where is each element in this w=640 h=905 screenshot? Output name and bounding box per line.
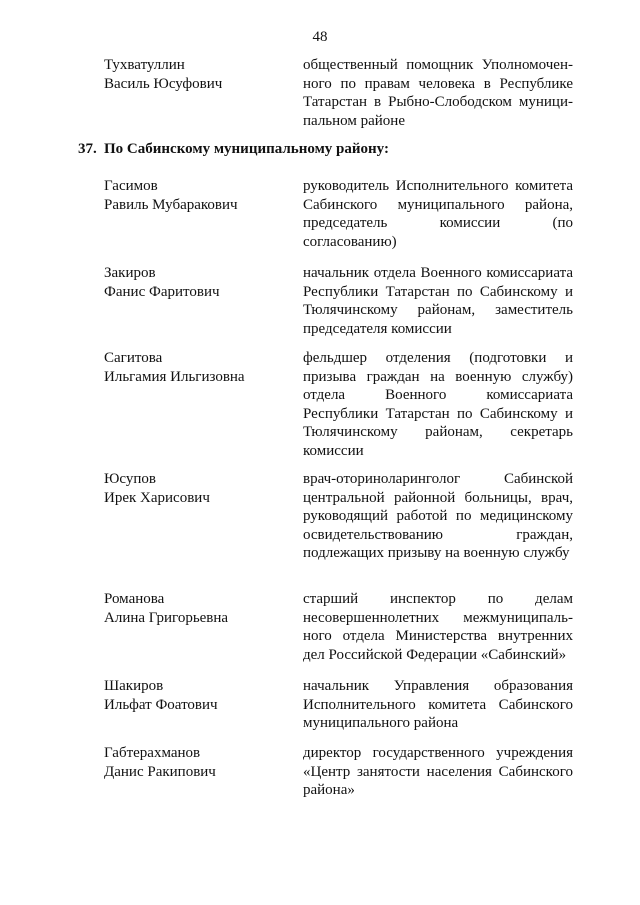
- member-surname: Романова: [104, 591, 165, 607]
- member-surname: Гасимов: [104, 178, 158, 194]
- member-name: [104, 177, 284, 214]
- member-name: [104, 470, 284, 507]
- member-given-names: Равиль Мубаракович: [104, 196, 238, 213]
- section-number: 37.: [78, 141, 97, 157]
- section-title: По Сабинскому муниципальному району:: [104, 141, 389, 157]
- member-name: [104, 677, 284, 714]
- member-surname: Габтерахманов: [104, 745, 201, 761]
- member-surname: Закиров: [104, 265, 156, 281]
- member-role: начальник Управления образования Исполнительного комитета Сабинского муниципального района: [303, 678, 573, 731]
- member-given-names: Ирек Харисович: [104, 489, 210, 506]
- member-name: [104, 590, 284, 627]
- member-given-names: Ильгамия Ильгизовна: [104, 368, 245, 385]
- member-given-names: Алина Григорьевна: [104, 609, 229, 626]
- member-name: [104, 744, 284, 781]
- member-surname: Юсупов: [104, 471, 156, 487]
- member-given-names: Ильфат Фоатович: [104, 696, 218, 713]
- member-role: фельдшер отделения (подготовки и призыва граждан на военную службу) отдела Военного комиссариата Республики Татарстан по Сабинскому и Тюлячинскому районам, секретарь комиссии: [303, 350, 573, 459]
- member-role: старший инспектор по делам несовершеннолетних межмуниципального отдела Министерства внутренних дел Российской Федерации «Сабинский»: [303, 591, 573, 663]
- page-number: 48: [312, 29, 328, 45]
- member-surname: Сагитова: [104, 350, 163, 366]
- member-role: общественный помощник Уполномоченного по правам человека в Республике Татарстан в Рыбно-Слободском муниципальном районе: [303, 57, 573, 129]
- member-role: директор государственного учреждения «Центр занятости населения Сабинского района»: [303, 745, 573, 798]
- member-surname: Шакиров: [104, 678, 164, 694]
- member-surname: Тухватуллин: [104, 57, 185, 73]
- member-role: руководитель Исполнительного комитета Сабинского муниципального района, председатель комиссии (по согласованию): [303, 178, 573, 250]
- section-heading: [78, 141, 389, 158]
- member-name: [104, 349, 284, 386]
- member-name: [104, 56, 284, 93]
- member-given-names: Данис Ракипович: [104, 763, 216, 780]
- member-name: [104, 264, 284, 301]
- member-given-names: Фанис Фаритович: [104, 283, 220, 300]
- member-role: врач-оториноларинголог Сабинской центральной районной больницы, врач, руководящий работой по медицинскому освидетельствованию граждан, подлежащих призыву на военную службу: [303, 471, 573, 561]
- member-role: начальник отдела Военного комиссариата Республики Татарстан по Сабинскому и Тюлячинскому районам, заместитель председателя комиссии: [303, 265, 573, 337]
- member-given-names: Василь Юсуфович: [104, 75, 223, 92]
